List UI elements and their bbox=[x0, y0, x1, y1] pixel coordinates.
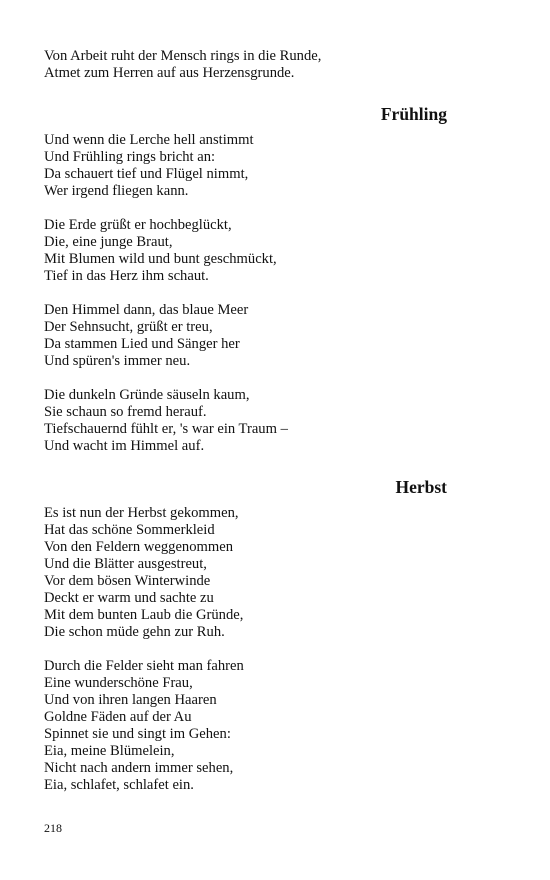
verse-line: Und die Blätter ausgestreut, bbox=[44, 556, 207, 572]
verse-line: Es ist nun der Herbst gekommen, bbox=[44, 505, 239, 521]
stanza bbox=[44, 302, 464, 370]
poem-fruehling bbox=[44, 104, 464, 455]
page-text bbox=[44, 48, 464, 794]
verse-line: Wer irgend fliegen kann. bbox=[44, 183, 189, 199]
verse-line: Eia, meine Blümelein, bbox=[44, 743, 175, 759]
verse-line: Mit dem bunten Laub die Gründe, bbox=[44, 607, 244, 623]
stanza bbox=[44, 217, 464, 285]
verse-line: Sie schaun so fremd herauf. bbox=[44, 404, 207, 420]
verse-line: Nicht nach andern immer sehen, bbox=[44, 760, 234, 776]
intro-stanza bbox=[44, 48, 464, 82]
verse-line: Die Erde grüßt er hochbeglückt, bbox=[44, 217, 232, 233]
verse-line: Von den Feldern weggenommen bbox=[44, 539, 234, 555]
verse-line: Eia, schlafet, schlafet ein. bbox=[44, 777, 194, 793]
verse-line: Spinnet sie und singt im Gehen: bbox=[44, 726, 231, 742]
verse-line: Da stammen Lied und Sänger her bbox=[44, 336, 240, 352]
verse-line: Goldne Fäden auf der Au bbox=[44, 709, 192, 725]
verse-line: Hat das schöne Sommerkleid bbox=[44, 522, 215, 538]
poem-herbst bbox=[44, 477, 464, 794]
poem-title: Frühling bbox=[380, 104, 447, 124]
stanza bbox=[44, 505, 464, 641]
stanza bbox=[44, 658, 464, 794]
page-number: 218 bbox=[44, 821, 62, 835]
verse-line: Eine wunderschöne Frau, bbox=[44, 675, 193, 691]
verse-line: Da schauert tief und Flügel nimmt, bbox=[44, 166, 249, 182]
verse-line: Von Arbeit ruht der Mensch rings in die Runde, bbox=[44, 48, 322, 64]
verse-line: Deckt er warm und sachte zu bbox=[44, 590, 214, 606]
poem-title: Herbst bbox=[395, 477, 447, 497]
verse-line: Und von ihren langen Haaren bbox=[44, 692, 217, 708]
verse-line: Und spüren's immer neu. bbox=[44, 353, 191, 369]
verse-line: Atmet zum Herren auf aus Herzensgrunde. bbox=[44, 65, 295, 81]
stanza bbox=[44, 132, 464, 200]
verse-line: Mit Blumen wild und bunt geschmückt, bbox=[44, 251, 277, 267]
verse-line: Den Himmel dann, das blaue Meer bbox=[44, 302, 249, 318]
stanza bbox=[44, 387, 464, 455]
verse-line: Und wacht im Himmel auf. bbox=[44, 438, 205, 454]
verse-line: Der Sehnsucht, grüßt er treu, bbox=[44, 319, 213, 335]
verse-line: Und wenn die Lerche hell anstimmt bbox=[44, 132, 254, 148]
verse-line: Tief in das Herz ihm schaut. bbox=[44, 268, 209, 284]
verse-line: Die, eine junge Braut, bbox=[44, 234, 173, 250]
verse-line: Durch die Felder sieht man fahren bbox=[44, 658, 244, 674]
verse-line: Und Frühling rings bricht an: bbox=[44, 149, 216, 165]
verse-line: Tiefschauernd fühlt er, 's war ein Traum – bbox=[44, 421, 288, 437]
verse-line: Die dunkeln Gründe säuseln kaum, bbox=[44, 387, 250, 403]
verse-line: Vor dem bösen Winterwinde bbox=[44, 573, 211, 589]
verse-line: Die schon müde gehn zur Ruh. bbox=[44, 624, 225, 640]
